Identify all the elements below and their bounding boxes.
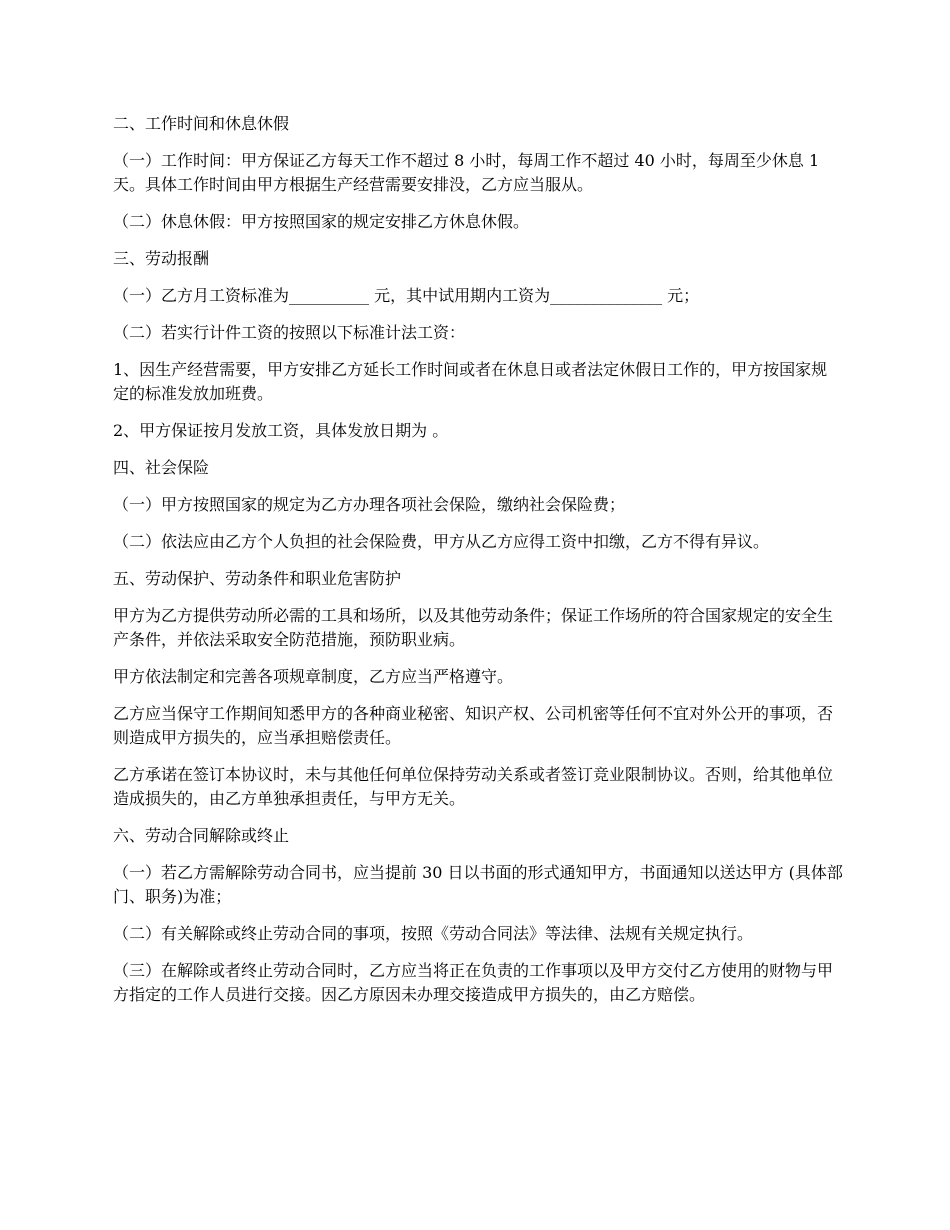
section-heading-termination: 六、劳动合同解除或终止 bbox=[113, 826, 290, 845]
document-body bbox=[113, 112, 843, 1020]
section-heading-social-insurance: 四、社会保险 bbox=[113, 458, 210, 477]
paragraph-non-compete: 乙方承诺在签订本协议时，未与其他任何单位保持劳动关系或者签订竞业限制协议。否则，给其他单位造成损失的，由乙方单独承担责任，与甲方无关。 bbox=[113, 765, 834, 808]
paragraph-insurance-registration: （一）甲方按照国家的规定为乙方办理各项社会保险，缴纳社会保险费； bbox=[113, 495, 626, 514]
paragraph-termination-notice: （一）若乙方需解除劳动合同书，应当提前 30 日以书面的形式通知甲方，书面通知以送达甲方 (具体部门、职务)为准； bbox=[113, 863, 843, 906]
paragraph-pay-date: 2、甲方保证按月发放工资，具体发放日期为 。 bbox=[113, 421, 449, 440]
paragraph-work-time: （一）工作时间：甲方保证乙方每天工作不超过 8 小时，每周工作不超过 40 小时，每周至少休息 1 天。具体工作时间由甲方根据生产经营需要安排没，乙方应当服从。 bbox=[113, 151, 820, 194]
paragraph-handover: （三）在解除或者终止劳动合同时，乙方应当将正在负责的工作事项以及甲方交付乙方使用的财物与甲方指定的工作人员进行交接。因乙方原因未办理交接造成甲方损失的，由乙方赔偿。 bbox=[113, 961, 834, 1004]
section-heading-work-hours: 二、工作时间和休息休假 bbox=[113, 114, 290, 133]
paragraph-overtime-pay: 1、因生产经营需要，甲方安排乙方延长工作时间或者在休息日或者法定休假日工作的，甲方按国家规定的标准发放加班费。 bbox=[113, 360, 828, 403]
paragraph-monthly-salary: （一）乙方月工资标准为__________ 元，其中试用期内工资为______________ 元； bbox=[113, 286, 700, 305]
paragraph-rules-compliance: 甲方依法制定和完善各项规章制度，乙方应当严格遵守。 bbox=[113, 667, 514, 686]
paragraph-piece-rate: （二）若实行计件工资的按照以下标准计法工资： bbox=[113, 323, 466, 342]
section-heading-remuneration: 三、劳动报酬 bbox=[113, 249, 210, 268]
section-heading-labor-protection: 五、劳动保护、劳动条件和职业危害防护 bbox=[113, 569, 402, 588]
paragraph-insurance-deduction: （二）依法应由乙方个人负担的社会保险费，甲方从乙方应得工资中扣缴，乙方不得有异议。 bbox=[113, 532, 770, 551]
paragraph-rest-leave: （二）休息休假：甲方按照国家的规定安排乙方休息休假。 bbox=[113, 212, 530, 231]
paragraph-confidentiality: 乙方应当保守工作期间知悉甲方的各种商业秘密、知识产权、公司机密等任何不宜对外公开的事项，否则造成甲方损失的，应当承担赔偿责任。 bbox=[113, 704, 834, 747]
paragraph-termination-law: （二）有关解除或终止劳动合同的事项，按照《劳动合同法》等法律、法规有关规定执行。 bbox=[113, 924, 754, 943]
paragraph-work-conditions: 甲方为乙方提供劳动所必需的工具和场所，以及其他劳动条件；保证工作场所的符合国家规定的安全生产条件，并依法采取安全防范措施，预防职业病。 bbox=[113, 606, 834, 649]
